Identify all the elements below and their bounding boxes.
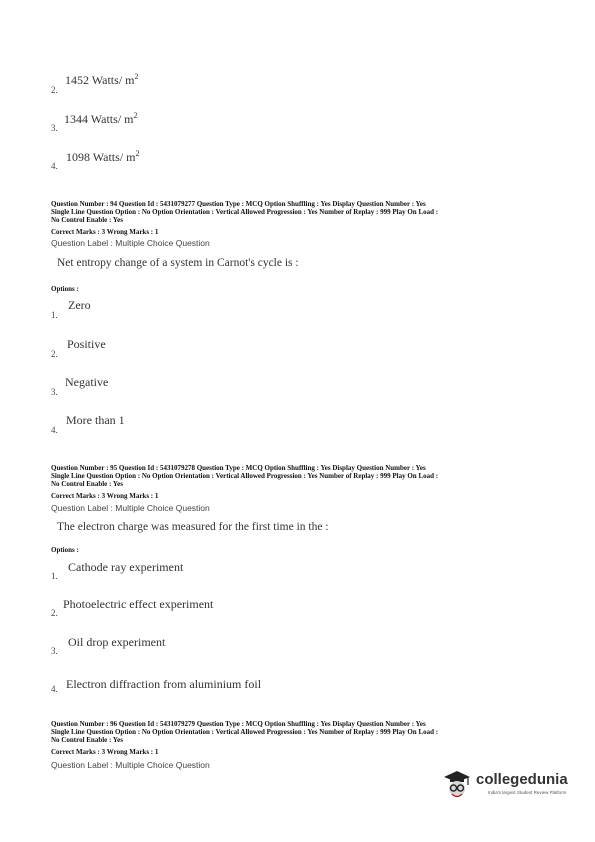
question-meta: Single Line Question Option : No Option Orientation : Vertical Allowed Progression : Yes Number of Replay : 999 Play On Load : <box>51 728 439 736</box>
option-text: Zero <box>68 298 91 312</box>
question-marks: Correct Marks : 3 Wrong Marks : 1 <box>51 748 159 756</box>
option-text: More than 1 <box>66 413 125 427</box>
question-meta: No Control Enable : Yes <box>51 216 123 224</box>
question-text: The electron charge was measured for the first time in the : <box>57 521 329 533</box>
option-text: Oil drop experiment <box>68 635 166 649</box>
option-number: 4. <box>51 684 58 694</box>
option-number: 1. <box>51 571 58 581</box>
option-number: 2. <box>51 349 58 359</box>
option-text: Negative <box>65 375 109 389</box>
question-meta: Question Number : 94 Question Id : 5431079277 Question Type : MCQ Option Shuffling : Yes Display Question Number : Yes <box>51 200 426 208</box>
question-text: Net entropy change of a system in Carnot's cycle is : <box>57 257 299 269</box>
option-number: 4. <box>51 425 58 435</box>
question-label: Question Label : Multiple Choice Question <box>51 238 210 248</box>
option-number: 3. <box>51 387 58 397</box>
collegedunia-logo <box>440 768 580 802</box>
option-number: 2. <box>51 85 58 95</box>
question-meta: No Control Enable : Yes <box>51 736 123 744</box>
logo-tagline: India's largest Student Review Platform <box>488 790 567 795</box>
options-heading: Options : <box>51 546 79 554</box>
option-number: 3. <box>51 646 58 656</box>
option-text: 1452 Watts/ $m^2$ <box>65 72 139 87</box>
option-text: Photoelectric effect experiment <box>63 597 214 611</box>
question-meta: Single Line Question Option : No Option Orientation : Vertical Allowed Progression : Yes Number of Replay : 999 Play On Load : <box>51 208 439 216</box>
option-text: 1344 Watts/ $m^2$ <box>64 111 138 126</box>
question-meta: No Control Enable : Yes <box>51 480 123 488</box>
option-number: 4. <box>51 161 58 171</box>
option-text: Electron diffraction from aluminium foil <box>66 677 262 691</box>
option-number: 3. <box>51 123 58 133</box>
option-text: 1098 Watts/ $m^2$ <box>66 149 140 164</box>
question-meta: Single Line Question Option : No Option Orientation : Vertical Allowed Progression : Yes Number of Replay : 999 Play On Load : <box>51 472 439 480</box>
logo-name: collegedunia <box>476 771 568 788</box>
question-label: Question Label : Multiple Choice Question <box>51 760 210 770</box>
question-label: Question Label : Multiple Choice Question <box>51 503 210 513</box>
question-meta: Question Number : 96 Question Id : 5431079279 Question Type : MCQ Option Shuffling : Yes Display Question Number : Yes <box>51 720 426 728</box>
option-number: 1. <box>51 310 58 320</box>
question-marks: Correct Marks : 3 Wrong Marks : 1 <box>51 228 159 236</box>
option-text: Positive <box>67 337 106 351</box>
question-marks: Correct Marks : 3 Wrong Marks : 1 <box>51 492 159 500</box>
option-text: Cathode ray experiment <box>68 560 184 574</box>
question-meta: Question Number : 95 Question Id : 5431079278 Question Type : MCQ Option Shuffling : Yes Display Question Number : Yes <box>51 464 426 472</box>
mascot-icon <box>440 768 474 802</box>
options-heading: Options : <box>51 285 79 293</box>
option-number: 2. <box>51 608 58 618</box>
